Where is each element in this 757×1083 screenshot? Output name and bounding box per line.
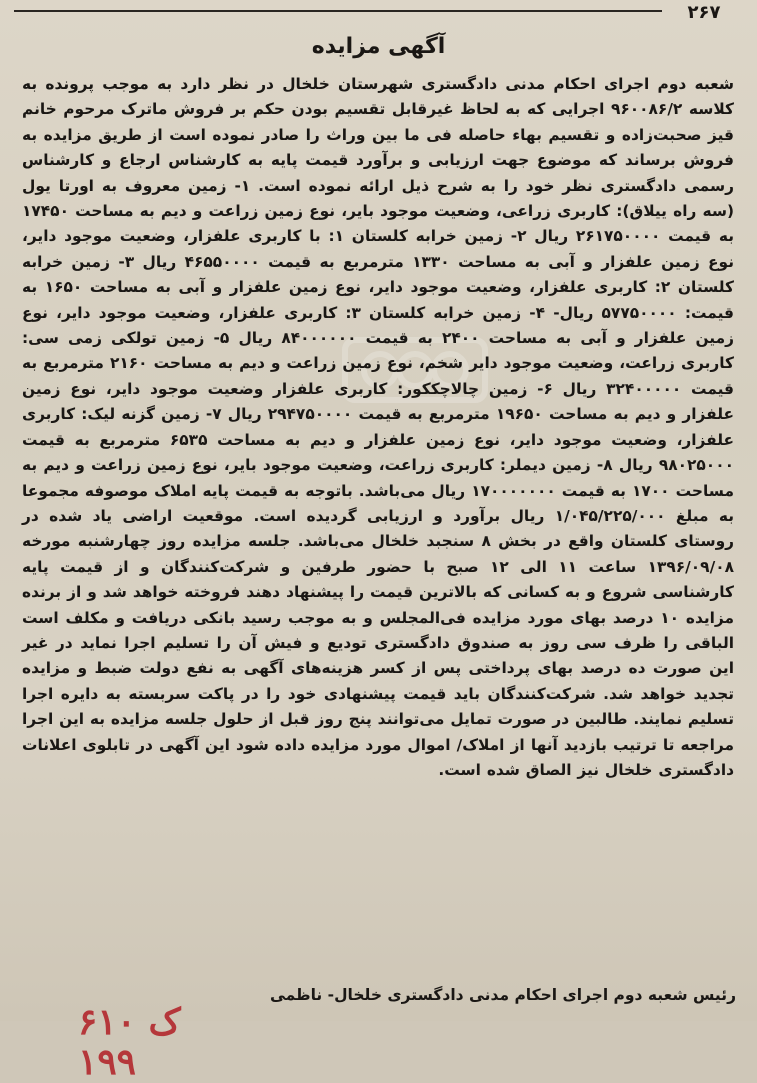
page-number: ۲۶۷ <box>687 2 721 23</box>
notice-title: آگهی مزایده <box>311 34 446 59</box>
top-divider <box>14 10 662 12</box>
ad-code-stamp: ۶۱۰ ک ۱۹۹ <box>78 1001 181 1083</box>
notice-signature: رئیس شعبه دوم اجرای احکام مدنی دادگستری خلخال- ناظمی <box>269 986 736 1004</box>
notice-body: شعبه دوم اجرای احکام مدنی دادگستری شهرستان خلخال در نظر دارد به موجب پرونده به کلاسه ۹۶۰۰۸۶/۲ اجرایی که به لحاظ غیرقابل تقسیم بودن حکم بر فروش ماترک مرحوم خانم قیز صحبت‌زاده و تقسیم بهاء حاصله فی ما بین وراث را صادر نموده است از طریق مزایده به فروش برساند که موضوع جهت ارزیابی و برآورد قیمت پایه به کارشناس ارجاع و کارشناس رسمی دادگستری نظر خود را به شرح ذیل ارائه نموده است. ۱- زمین معروف به اورتا یول (سه راه ییلاق): کاربری زراعی، وضعیت موجود بایر، نوع زمین زراعت و دیم به مساحت ۱۷۴۵۰ به قیمت ۲۶۱۷۵۰۰۰۰ ریال ۲- زمین خرابه کلستان ۱: با کاربری علفزار، وضعیت موجود دایر، نوع زمین علفزار و آبی به مساحت ۱۳۳۰ مترمربع به قیمت ۴۶۵۵۰۰۰۰ ریال ۳- زمین خرابه کلستان ۲: کاربری علفزار، وضعیت موجود دایر، نوع زمین علفزار و آبی به مساحت ۱۶۵۰ به قیمت: ۵۷۷۵۰۰۰۰ ریال- ۴- زمین خرابه کلستان ۳: کاربری علفزار، وضعیت موجود دایر، نوع زمین علفزار و آبی به مساحت ۲۴۰۰ به قیمت ۸۴۰۰۰۰۰۰ ریال ۵- زمین تولکی زمی سی: کاربری زراعت، وضعیت موجود دایر شخم، نوع زمین زراعت و دیم به مساحت ۲۱۶۰ مترمربع به قیمت ۳۲۴۰۰۰۰۰ ریال ۶- زمین چالاچککور: کاربری علفزار وضعیت موجود دایر، نوع زمین علفزار و دیم به مساحت ۱۹۶۵۰ مترمربع به قیمت ۲۹۴۷۵۰۰۰۰ ریال ۷- زمین گزنه لیک: کاربری علفزار، وضعیت موجود دایر، نوع زمین علفزار و دیم به مساحت ۶۵۳۵ مترمربع به قیمت ۹۸۰۲۵۰۰۰ ریال ۸- زمین دیملر: کاربری زراعت، وضعیت موجود بایر، نوع زمین زراعت و دیم به مساحت ۱۷۰۰ به قیمت ۱۷۰۰۰۰۰۰۰ ریال می‌باشد. باتوجه به قیمت پایه املاک موصوفه مجموعا به مبلغ ۱/۰۴۵/۲۲۵/۰۰۰ ریال برآورد و ارزیابی گردیده است. موقعیت اراضی یاد شده در روستای کلستان واقع در بخش ۸ سنجبد خلخال می‌باشد. جلسه مزایده روز چهارشنبه مورخه ۱۳۹۶/۰۹/۰۸ ساعت ۱۱ الی ۱۲ صبح با حضور طرفین و شرکت‌کنندگان و از قیمت پایه کارشناسی شروع و به کسانی که بالاترین قیمت را پیشنهاد دهند فروخته خواهد شد و از برنده مزایده ۱۰ درصد بهای مورد مزایده فی‌المجلس و به موجب رسید بانکی دریافت و مکلف است الباقی را ظرف سی روز به صندوق دادگستری تودیع و فیش آن را تسلیم اجرا نماید در غیر این صورت ده درصد بهای پرداختی پس از کسر هزینه‌های آگهی به نفع دولت ضبط و مزایده تجدید خواهد شد. شرکت‌کنندگان باید قیمت پیشنهادی خود را در پاکت سربسته به دایره اجرا تسلیم نمایند. طالبین در صورت تمایل می‌توانند پنج روز قبل از حلول جلسه مزایده به این اجرا مراجعه تا ترتیب بازدید آنها از املاک/ اموال مورد مزایده داده شود این آگهی در تابلوی اعلانات دادگستری خلخال نیز الصاق شده است. <box>22 75 735 779</box>
